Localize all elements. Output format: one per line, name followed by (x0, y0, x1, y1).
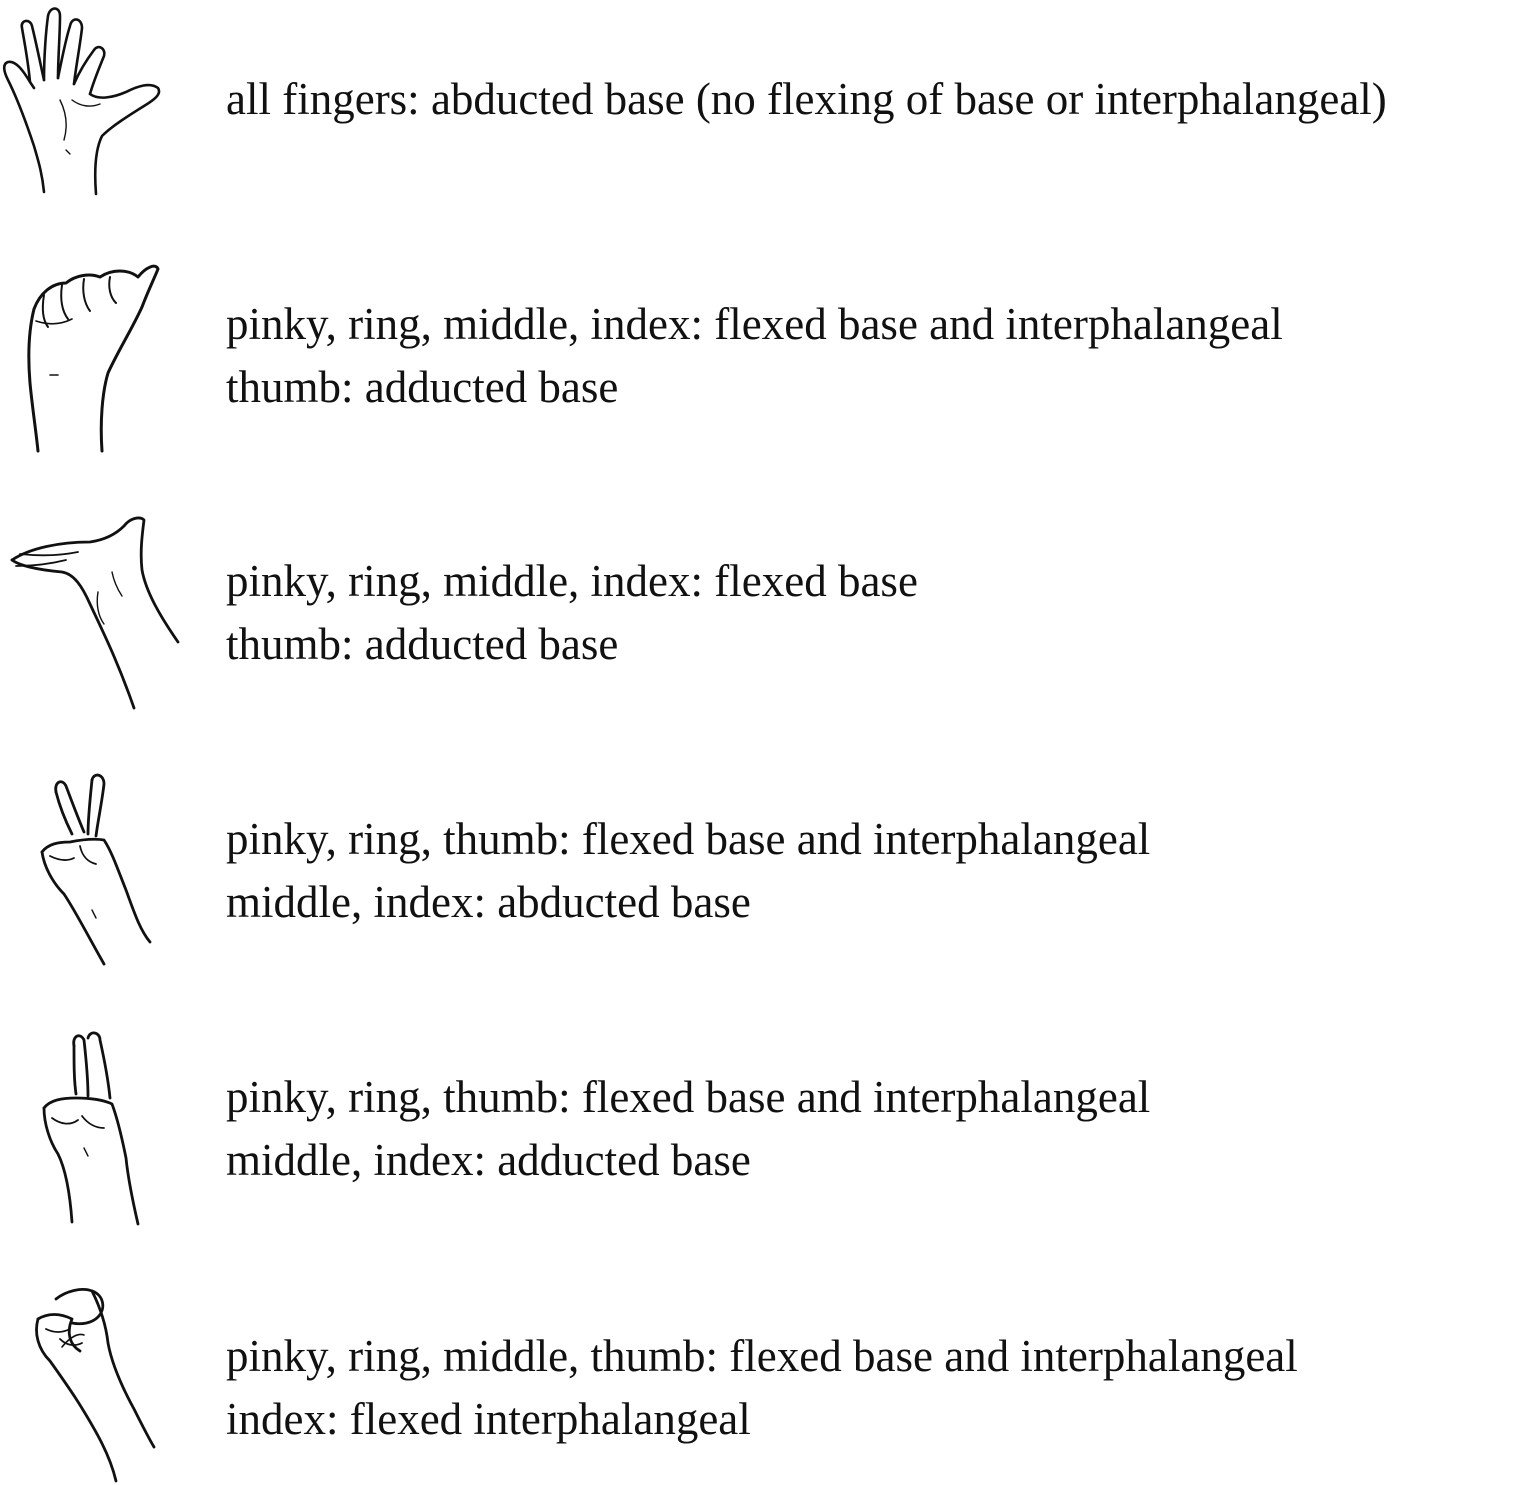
row-description (226, 293, 1283, 419)
two-fingers-together-hand-icon (0, 1028, 190, 1228)
row-description (226, 68, 1387, 131)
row-description (226, 550, 918, 676)
description-line: all fingers: abducted base (no flexing of base or interphalangeal) (226, 74, 1387, 124)
row-description (226, 1066, 1150, 1192)
hooked-index-hand-icon (0, 1285, 190, 1485)
description-line: pinky, ring, thumb: flexed base and interphalangeal (226, 814, 1151, 864)
description-line: pinky, ring, middle, thumb: flexed base and interphalangeal (226, 1331, 1298, 1381)
fist-thumb-adducted-hand-icon (0, 255, 190, 455)
description-line: pinky, ring, middle, index: flexed base and interphalangeal (226, 299, 1283, 349)
description-line: middle, index: adducted base (226, 1135, 751, 1185)
description-line: thumb: adducted base (226, 362, 619, 412)
description-line: index: flexed interphalangeal (226, 1394, 751, 1444)
description-line: middle, index: abducted base (226, 877, 751, 927)
flat-bent-hand-icon (0, 512, 190, 712)
description-line: pinky, ring, middle, index: flexed base (226, 556, 918, 606)
v-sign-hand-icon (0, 770, 190, 970)
row-description (226, 808, 1150, 934)
open-palm-hand-icon (0, 0, 190, 200)
description-line: thumb: adducted base (226, 619, 619, 669)
row-description (226, 1325, 1298, 1451)
description-line: pinky, ring, thumb: flexed base and interphalangeal (226, 1072, 1151, 1122)
